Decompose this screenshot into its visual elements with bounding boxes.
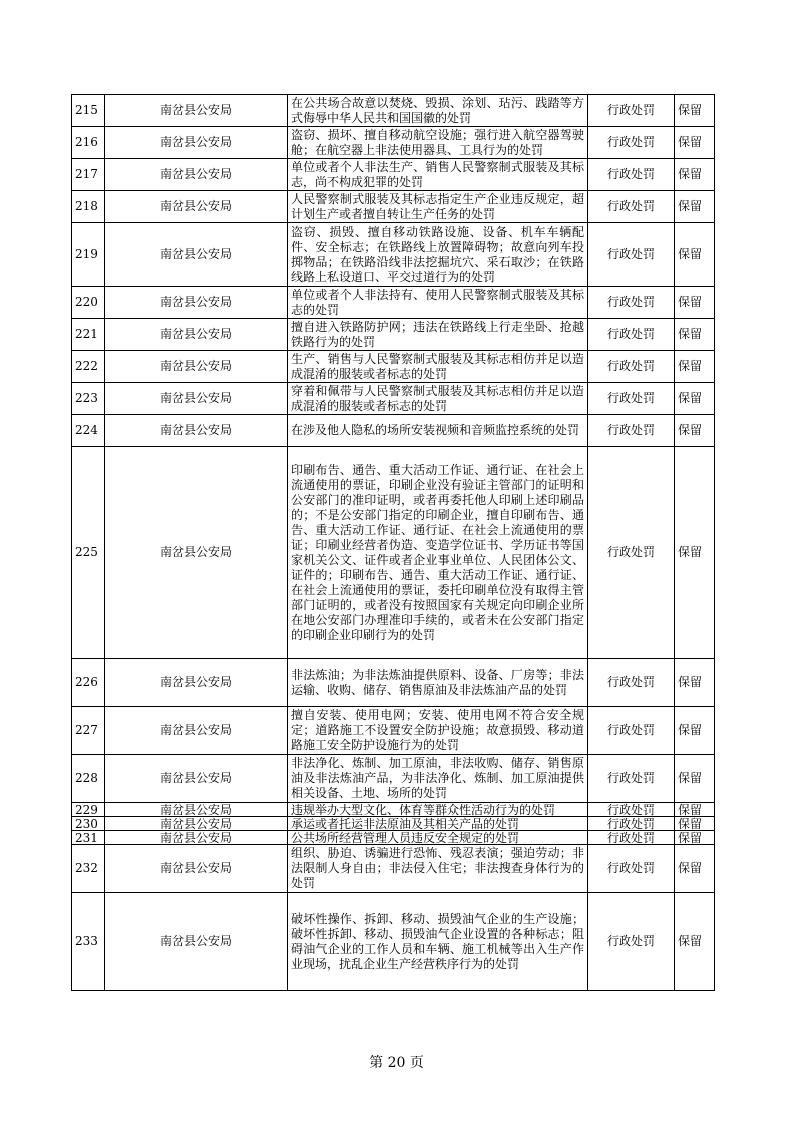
item-status: 保留: [675, 191, 715, 223]
row-number: 224: [72, 415, 105, 447]
department: 南岔县公安局: [105, 755, 288, 803]
table-row: [72, 287, 715, 319]
row-number: 219: [72, 223, 105, 287]
item-name: 组织、胁迫、诱骗进行恐怖、残忍表演；强迫劳动；非法限制人身自由；非法侵入住宅；非法搜查身体行为的处罚: [288, 845, 588, 893]
item-type: 行政处罚: [588, 831, 675, 845]
item-type: 行政处罚: [588, 351, 675, 383]
table-row: [72, 223, 715, 287]
item-name: 穿着和佩带与人民警察制式服装及其标志相仿并足以造成混淆的服装或者标志的处罚: [288, 383, 588, 415]
row-number: 226: [72, 659, 105, 707]
item-type: 行政处罚: [588, 319, 675, 351]
item-name: 非法净化、炼制、加工原油，非法收购、储存、销售原油及非法炼油产品，为非法净化、炼制、加工原油提供相关设备、土地、场所的处罚: [288, 755, 588, 803]
item-status: 保留: [675, 845, 715, 893]
table-row: [72, 831, 715, 845]
row-number: 222: [72, 351, 105, 383]
item-status: 保留: [675, 127, 715, 159]
table-row: [72, 659, 715, 707]
department: 南岔县公安局: [105, 191, 288, 223]
item-name: 生产、销售与人民警察制式服装及其标志相仿并足以造成混淆的服装或者标志的处罚: [288, 351, 588, 383]
page-footer: [0, 1052, 793, 1072]
item-type: 行政处罚: [588, 659, 675, 707]
item-name: 在涉及他人隐私的场所安装视频和音频监控系统的处罚: [288, 415, 588, 447]
table-row: [72, 159, 715, 191]
department: 南岔县公安局: [105, 415, 288, 447]
table-row: [72, 95, 715, 127]
row-number: 229: [72, 803, 105, 817]
table-row: [72, 803, 715, 817]
table-row: [72, 845, 715, 893]
item-name: 擅自进入铁路防护网；违法在铁路线上行走坐卧、抢越铁路行为的处罚: [288, 319, 588, 351]
item-type: 行政处罚: [588, 191, 675, 223]
item-type: 行政处罚: [588, 95, 675, 127]
item-status: 保留: [675, 893, 715, 991]
department: 南岔县公安局: [105, 383, 288, 415]
item-name: 印刷布告、通告、重大活动工作证、通行证、在社会上流通使用的票证，印刷企业没有验证主管部门的证明和公安部门的准印证明，或者再委托他人印刷上述印刷品的；不是公安部门指定的印刷企业，擅自印刷布告、通告、重大活动工作证、通行证、在社会上流通使用的票证；印刷业经营者伪造、变造学位证书、学历证书等国家机关公文、证件或者企业事业单位、人民团体公文、证件的；印刷布告、通告、重大活动工作证、通行证、在社会上流通使用的票证，委托印刷单位没有取得主管部门证明的，或者没有按照国家有关规定向印刷企业所在地公安部门办理准印手续的，或者未在公安部门指定的印刷企业印刷行为的处罚: [288, 447, 588, 659]
department: 南岔县公安局: [105, 831, 288, 845]
row-number: 220: [72, 287, 105, 319]
item-type: 行政处罚: [588, 447, 675, 659]
table-row: [72, 127, 715, 159]
item-status: 保留: [675, 817, 715, 831]
department: 南岔县公安局: [105, 159, 288, 191]
row-number: 227: [72, 707, 105, 755]
table-row: [72, 319, 715, 351]
row-number: 215: [72, 95, 105, 127]
item-name: 公共场所经营管理人员违反安全规定的处罚: [288, 831, 588, 845]
item-status: 保留: [675, 659, 715, 707]
department: 南岔县公安局: [105, 845, 288, 893]
item-name: 盗窃、损毁、擅自移动铁路设施、设备、机车车辆配件、安全标志；在铁路线上放置障碍物；故意向列车投掷物品；在铁路沿线非法挖掘坑穴、采石取沙；在铁路线路上私设道口、平交过道行为的处罚: [288, 223, 588, 287]
table-row: [72, 817, 715, 831]
department: 南岔县公安局: [105, 707, 288, 755]
item-name: 违规举办大型文化、体育等群众性活动行为的处罚: [288, 803, 588, 817]
item-status: 保留: [675, 223, 715, 287]
table-row: [72, 191, 715, 223]
permissions-table: [71, 94, 715, 991]
item-type: 行政处罚: [588, 127, 675, 159]
row-number: 225: [72, 447, 105, 659]
table-row: [72, 447, 715, 659]
item-type: 行政处罚: [588, 893, 675, 991]
item-name: 非法炼油；为非法炼油提供原料、设备、厂房等；非法运输、收购、储存、销售原油及非法炼油产品的处罚: [288, 659, 588, 707]
table-row: [72, 351, 715, 383]
item-type: 行政处罚: [588, 223, 675, 287]
department: 南岔县公安局: [105, 127, 288, 159]
item-status: 保留: [675, 351, 715, 383]
row-number: 233: [72, 893, 105, 991]
page-number: 第 20 页: [369, 1055, 424, 1071]
row-number: 228: [72, 755, 105, 803]
item-status: 保留: [675, 319, 715, 351]
item-name: 擅自安装、使用电网；安装、使用电网不符合安全规定；道路施工不设置安全防护设施；故意损毁、移动道路施工安全防护设施行为的处罚: [288, 707, 588, 755]
row-number: 231: [72, 831, 105, 845]
department: 南岔县公安局: [105, 893, 288, 991]
item-status: 保留: [675, 831, 715, 845]
item-type: 行政处罚: [588, 415, 675, 447]
item-status: 保留: [675, 803, 715, 817]
department: 南岔县公安局: [105, 351, 288, 383]
row-number: 218: [72, 191, 105, 223]
table-row: [72, 755, 715, 803]
item-name: 人民警察制式服装及其标志指定生产企业违反规定，超计划生产或者擅自转让生产任务的处罚: [288, 191, 588, 223]
item-type: 行政处罚: [588, 755, 675, 803]
table-row: [72, 893, 715, 991]
item-type: 行政处罚: [588, 817, 675, 831]
table-row: [72, 415, 715, 447]
row-number: 217: [72, 159, 105, 191]
item-type: 行政处罚: [588, 383, 675, 415]
item-name: 承运或者托运非法原油及其相关产品的处罚: [288, 817, 588, 831]
item-status: 保留: [675, 707, 715, 755]
department: 南岔县公安局: [105, 319, 288, 351]
row-number: 216: [72, 127, 105, 159]
item-name: 单位或者个人非法生产、销售人民警察制式服装及其标志，尚不构成犯罪的处罚: [288, 159, 588, 191]
item-type: 行政处罚: [588, 287, 675, 319]
department: 南岔县公安局: [105, 817, 288, 831]
item-status: 保留: [675, 415, 715, 447]
department: 南岔县公安局: [105, 223, 288, 287]
item-status: 保留: [675, 159, 715, 191]
department: 南岔县公安局: [105, 447, 288, 659]
row-number: 221: [72, 319, 105, 351]
table-row: [72, 383, 715, 415]
item-name: 在公共场合故意以焚烧、毁损、涂划、玷污、践踏等方式侮辱中华人民共和国国徽的处罚: [288, 95, 588, 127]
item-status: 保留: [675, 447, 715, 659]
department: 南岔县公安局: [105, 287, 288, 319]
item-status: 保留: [675, 755, 715, 803]
item-name: 破坏性操作、拆卸、移动、损毁油气企业的生产设施；破坏性拆卸、移动、损毁油气企业设置的各种标志；阻碍油气企业的工作人员和车辆、施工机械等出入生产作业现场，扰乱企业生产经营秩序行为的处罚: [288, 893, 588, 991]
item-type: 行政处罚: [588, 707, 675, 755]
row-number: 232: [72, 845, 105, 893]
item-type: 行政处罚: [588, 803, 675, 817]
table-row: [72, 707, 715, 755]
item-type: 行政处罚: [588, 845, 675, 893]
row-number: 230: [72, 817, 105, 831]
table-body: [72, 95, 715, 991]
item-status: 保留: [675, 383, 715, 415]
item-status: 保留: [675, 287, 715, 319]
item-name: 单位或者个人非法持有、使用人民警察制式服装及其标志的处罚: [288, 287, 588, 319]
item-name: 盗窃、损坏、擅自移动航空设施；强行进入航空器驾驶舱；在航空器上非法使用器具、工具行为的处罚: [288, 127, 588, 159]
item-status: 保留: [675, 95, 715, 127]
department: 南岔县公安局: [105, 659, 288, 707]
row-number: 223: [72, 383, 105, 415]
item-type: 行政处罚: [588, 159, 675, 191]
department: 南岔县公安局: [105, 803, 288, 817]
department: 南岔县公安局: [105, 95, 288, 127]
